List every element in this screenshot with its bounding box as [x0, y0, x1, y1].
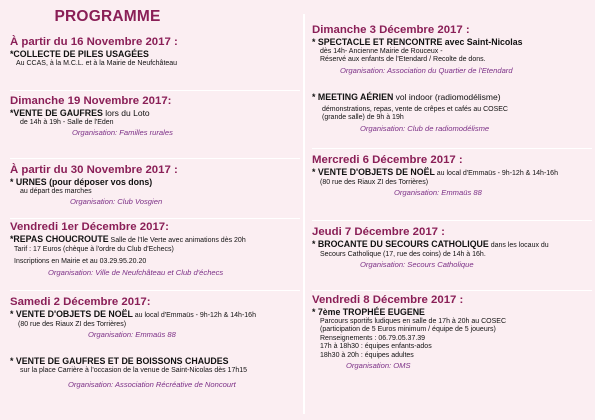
- event-detail: (grande salle) de 9h à 19h: [322, 114, 404, 121]
- event-date: Jeudi 7 Décembre 2017 :: [312, 226, 445, 238]
- event-organisation: Organisation: Familles rurales: [72, 128, 173, 137]
- divider: [10, 218, 300, 219]
- event-detail: Parcours sportifs ludiques en salle de 17h à 20h au COSEC: [320, 317, 506, 325]
- event-detail: sur la place Carrière à l'occasion de la venue de Saint-Nicolas dès 17h15: [20, 366, 248, 374]
- event-date: À partir du 16 Novembre 2017 :: [10, 36, 178, 48]
- event-title: * VENTE DE GAUFRES ET DE BOISSONS CHAUDES: [10, 356, 229, 366]
- event-vente-gaufres: [10, 95, 300, 138]
- event-organisation: Organisation: Secours Catholique: [360, 260, 474, 269]
- event-trophee-eugene: [312, 294, 592, 371]
- event-detail: Tarif : 17 Euros (chèque à l'ordre du Club d'Echecs): [14, 245, 174, 253]
- event-title: * VENTE D'OBJETS DE NOËL au local d'Emmaüs - 9h-12h & 14h-16h: [10, 309, 256, 319]
- event-detail: Au CCAS, à la M.C.L. et à la Mairie de Neufchâteau: [16, 59, 178, 67]
- event-detail: (80 rue des Riaux ZI des Torrières): [320, 178, 429, 186]
- event-date: Dimanche 19 Novembre 2017:: [10, 95, 172, 107]
- event-title: * VENTE D'OBJETS DE NOËL au local d'Emmaüs - 9h-12h & 14h-16h: [312, 167, 558, 177]
- event-title: * 7ème TROPHÉE EUGENE: [312, 307, 425, 317]
- event-title: *COLLECTE DE PILES USAGÉES: [10, 49, 149, 59]
- divider: [10, 90, 300, 91]
- divider: [312, 290, 592, 291]
- event-detail: démonstrations, repas, vente de crêpes et cafés au COSEC: [322, 105, 508, 113]
- event-title: * SPECTACLE ET RENCONTRE avec Saint-Nicolas: [312, 37, 523, 47]
- event-detail: (80 rue des Riaux ZI des Torrières): [18, 320, 127, 328]
- event-organisation: Organisation: OMS: [346, 361, 411, 370]
- event-organisation: Organisation: Association du Quartier de l'Etendard: [340, 65, 513, 75]
- divider: [312, 220, 592, 221]
- divider: [312, 148, 592, 149]
- page-title: PROGRAMME: [54, 8, 161, 25]
- event-title: * URNES (pour déposer vos dons): [10, 177, 153, 187]
- event-detail: Secours Catholique (17, rue des coins) de 14h à 16h.: [320, 250, 486, 258]
- event-brocante-secours-catholique: [312, 226, 592, 270]
- event-organisation: Organisation: Club de radiomodélisme: [360, 123, 490, 133]
- event-organisation: Organisation: Association Récréative de Noncourt: [68, 380, 236, 389]
- event-detail: au départ des marches: [20, 187, 92, 195]
- event-detail: 17h à 18h30 : équipes enfants-ados: [320, 343, 432, 350]
- event-date: À partir du 30 Novembre 2017 :: [10, 164, 178, 176]
- divider: [10, 290, 300, 291]
- event-title: *VENTE DE GAUFRES lors du Loto: [10, 108, 150, 118]
- event-collecte-piles: [10, 36, 300, 68]
- event-vente-objets-noel: [312, 154, 592, 198]
- event-detail: de 14h à 19h - Salle de l'Eden: [20, 118, 114, 126]
- event-repas-choucroute: [10, 221, 300, 278]
- column-divider: [303, 14, 305, 414]
- divider: [10, 158, 300, 159]
- event-urnes: [10, 164, 300, 207]
- event-detail: 18h30 à 20h : équipes adultes: [320, 351, 414, 359]
- event-date: Vendredi 1er Décembre 2017:: [10, 221, 169, 233]
- event-date: Mercredi 6 Décembre 2017 :: [312, 154, 463, 166]
- event-organisation: Organisation: Emmaüs 88: [88, 330, 176, 339]
- event-title: *REPAS CHOUCROUTE Salle de l'Ile Verte avec animations dès 20h: [10, 234, 246, 244]
- event-title: * BROCANTE DU SECOURS CATHOLIQUE dans les locaux du: [312, 239, 549, 249]
- event-detail: dès 14h- Ancienne Mairie de Rouceux -: [320, 47, 443, 55]
- event-meeting-aerien: [312, 92, 592, 134]
- event-spectacle-saint-nicolas: [312, 24, 592, 76]
- event-date: Samedi 2 Décembre 2017:: [10, 296, 151, 308]
- event-detail: (participation de 5 Euros minimum / équipe de 5 joueurs): [320, 326, 496, 333]
- event-detail: Réservé aux enfants de l'Etendard / Recolte de dons.: [320, 56, 486, 63]
- event-title: * MEETING AÉRIEN vol indoor (radiomodélisme): [312, 92, 501, 102]
- event-vente-objets-noel: [10, 296, 300, 340]
- event-detail: Renseignements : 06.79.05.37.39: [320, 334, 426, 342]
- event-date: Vendredi 8 Décembre 2017 :: [312, 294, 464, 306]
- event-vente-gaufres-boissons: [10, 356, 300, 390]
- event-detail: Inscriptions en Mairie et au 03.29.95.20.20: [14, 258, 147, 265]
- event-organisation: Organisation: Club Vosgien: [70, 197, 163, 206]
- left-column: [10, 8, 300, 389]
- event-organisation: Organisation: Ville de Neufchâteau et Club d'échecs: [48, 267, 224, 277]
- event-date: Dimanche 3 Décembre 2017 :: [312, 24, 470, 36]
- event-organisation: Organisation: Emmaüs 88: [394, 188, 482, 197]
